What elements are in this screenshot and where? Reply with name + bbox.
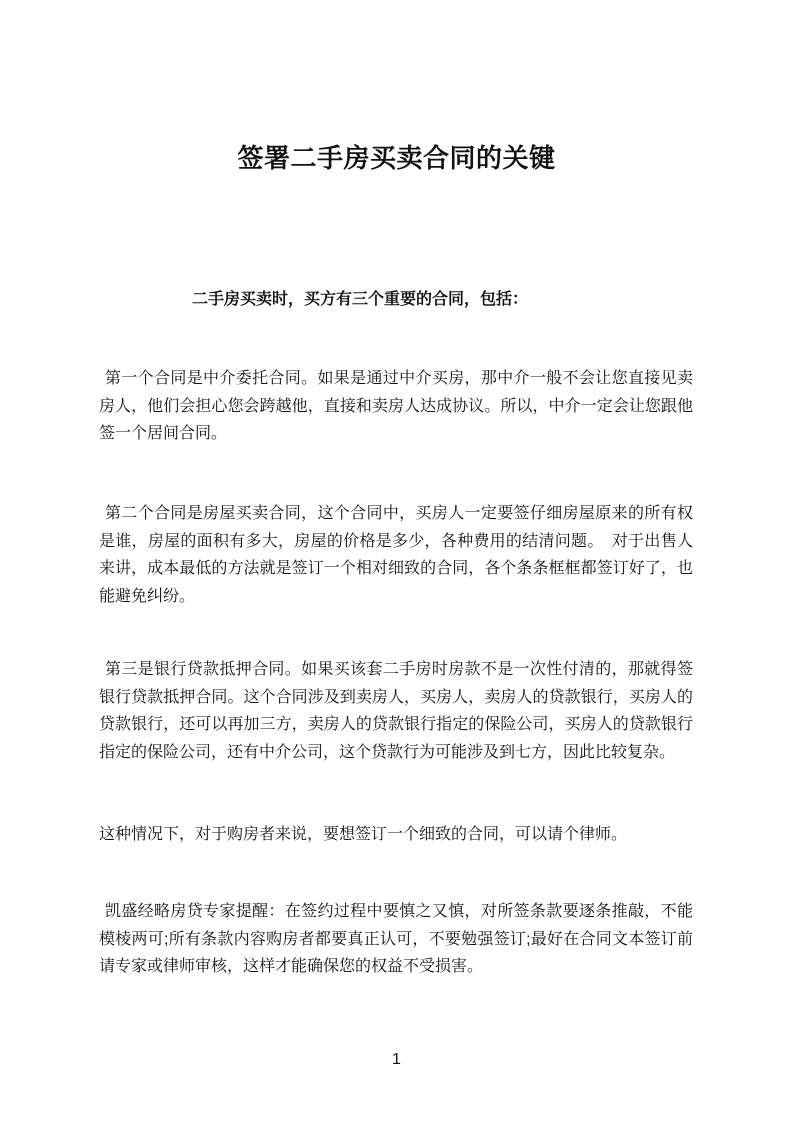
paragraph-expert-reminder: 凯盛经略房贷专家提醒：在签约过程中要慎之又慎，对所签条款要逐条推敲，不能模棱两可;所有条款内容购房者都要真正认可，不要勉强签订;最好在合同文本签订前请专家或律师审核，这样才能确保您的权益不受损害。 <box>99 903 693 975</box>
intro-line: 二手房买卖时，买方有三个重要的合同，包括： <box>192 291 529 308</box>
paragraph-broker-contract: 第一个合同是中介委托合同。如果是通过中介买房，那中介一般不会让您直接见卖房人，他们会担心您会跨越他，直接和卖房人达成协议。所以，中介一定会让您跟他签一个居间合同。 <box>99 370 693 442</box>
document-title: 签署二手房买卖合同的关键 <box>237 143 556 173</box>
page-number: 1 <box>392 1051 401 1068</box>
paragraph-sale-contract: 第二个合同是房屋买卖合同，这个合同中，买房人一定要签仔细房屋原来的所有权是谁，房屋的面积有多大，房屋的价格是多少，各种费用的结清问题。 对于出售人来讲，成本最低的方法就是签订一个相对细致的合同，各个条条框框都签订好了，也能避免纠纷。 <box>99 505 693 605</box>
paragraph-mortgage-contract: 第三是银行贷款抵押合同。如果买该套二手房时房款不是一次性付清的，那就得签银行贷款抵押合同。这个合同涉及到卖房人，买房人，卖房人的贷款银行，买房人的贷款银行，还可以再加三方，卖房人的贷款银行指定的保险公司，买房人的贷款银行指定的保险公司，还有中介公司，这个贷款行为可能涉及到七方，因此比较复杂。 <box>99 661 693 761</box>
paragraph-lawyer-advice: 这种情况下，对于购房者来说，要想签订一个细致的合同，可以请个律师。 <box>99 826 628 843</box>
